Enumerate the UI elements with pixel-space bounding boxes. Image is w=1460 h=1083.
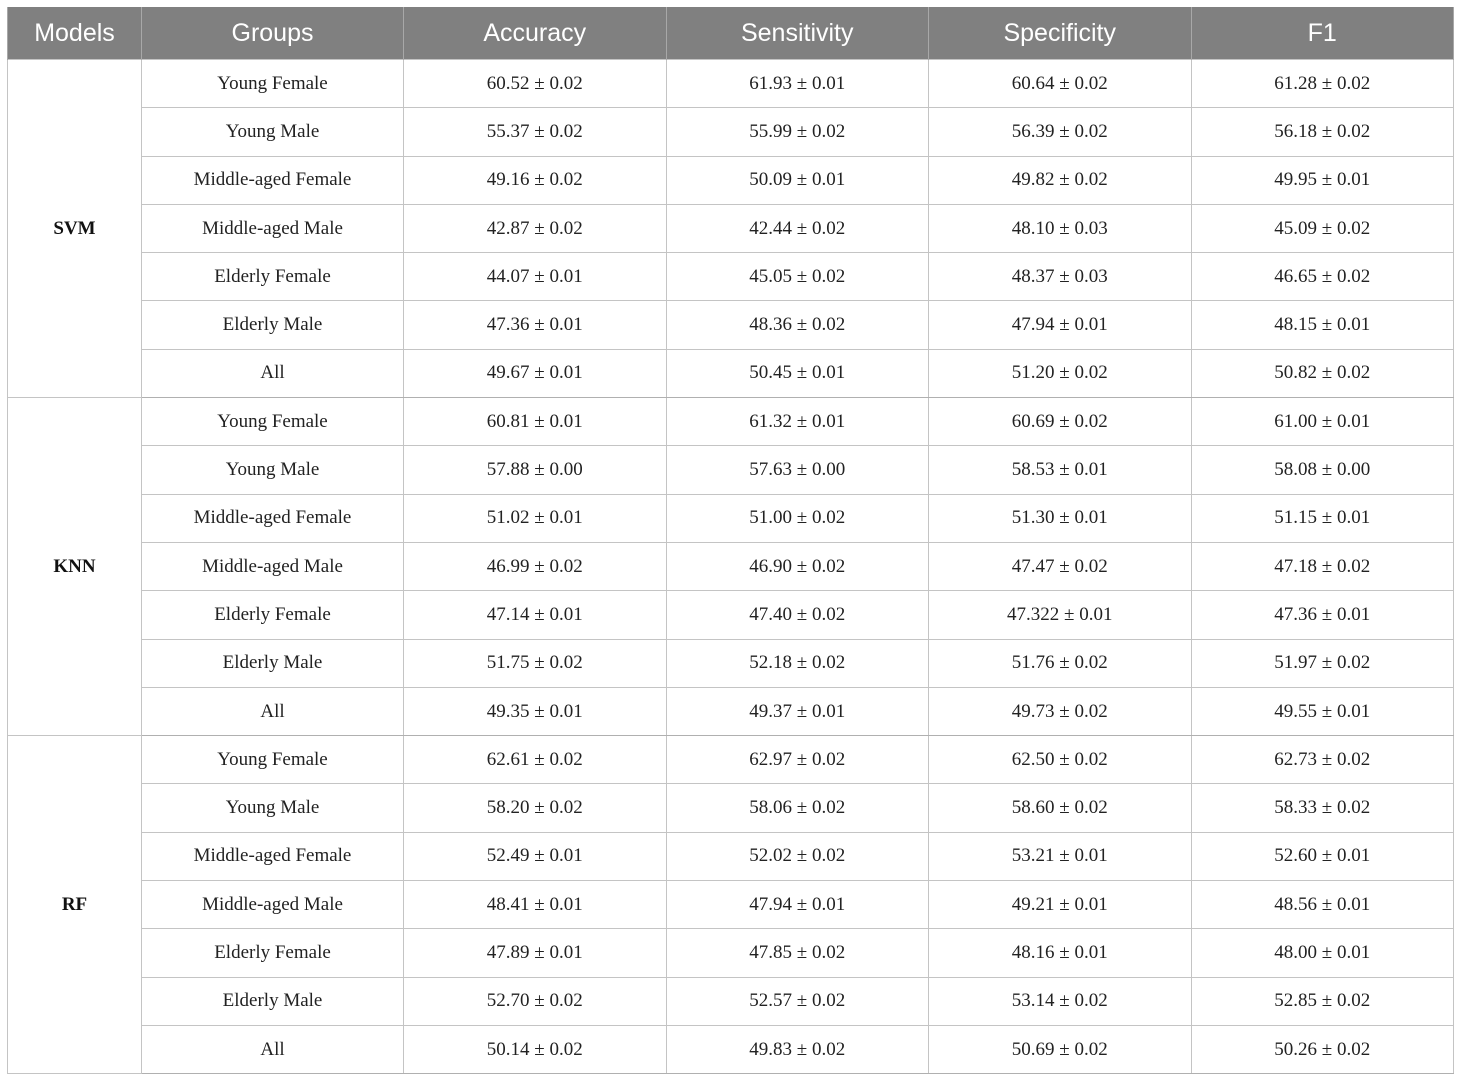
group-cell: Elderly Female bbox=[142, 253, 404, 301]
group-cell: All bbox=[142, 1025, 404, 1073]
f1-cell: 45.09 ± 0.02 bbox=[1191, 204, 1454, 252]
accuracy-cell: 57.88 ± 0.00 bbox=[404, 446, 667, 494]
group-cell: Elderly Male bbox=[142, 639, 404, 687]
specificity-cell: 58.53 ± 0.01 bbox=[929, 446, 1192, 494]
group-cell: Middle-aged Female bbox=[142, 832, 404, 880]
accuracy-cell: 60.52 ± 0.02 bbox=[404, 60, 667, 108]
table-row bbox=[8, 832, 1454, 880]
group-cell: Young Female bbox=[142, 736, 404, 784]
specificity-cell: 48.10 ± 0.03 bbox=[929, 204, 1192, 252]
group-cell: Young Male bbox=[142, 784, 404, 832]
accuracy-cell: 46.99 ± 0.02 bbox=[404, 542, 667, 590]
specificity-cell: 60.69 ± 0.02 bbox=[929, 398, 1192, 446]
group-cell: Young Male bbox=[142, 108, 404, 156]
accuracy-cell: 44.07 ± 0.01 bbox=[404, 253, 667, 301]
sensitivity-cell: 48.36 ± 0.02 bbox=[666, 301, 929, 349]
accuracy-cell: 60.81 ± 0.01 bbox=[404, 398, 667, 446]
header-sensitivity: Sensitivity bbox=[666, 7, 929, 60]
table-row bbox=[8, 591, 1454, 639]
accuracy-cell: 52.70 ± 0.02 bbox=[404, 977, 667, 1025]
f1-cell: 47.36 ± 0.01 bbox=[1191, 591, 1454, 639]
sensitivity-cell: 52.18 ± 0.02 bbox=[666, 639, 929, 687]
sensitivity-cell: 47.94 ± 0.01 bbox=[666, 881, 929, 929]
specificity-cell: 53.21 ± 0.01 bbox=[929, 832, 1192, 880]
sensitivity-cell: 50.45 ± 0.01 bbox=[666, 349, 929, 397]
table-row bbox=[8, 156, 1454, 204]
specificity-cell: 47.94 ± 0.01 bbox=[929, 301, 1192, 349]
accuracy-cell: 47.89 ± 0.01 bbox=[404, 929, 667, 977]
group-cell: Middle-aged Male bbox=[142, 542, 404, 590]
f1-cell: 48.00 ± 0.01 bbox=[1191, 929, 1454, 977]
table-row bbox=[8, 398, 1454, 446]
accuracy-cell: 49.16 ± 0.02 bbox=[404, 156, 667, 204]
header-groups: Groups bbox=[142, 7, 404, 60]
sensitivity-cell: 55.99 ± 0.02 bbox=[666, 108, 929, 156]
sensitivity-cell: 52.57 ± 0.02 bbox=[666, 977, 929, 1025]
table-row bbox=[8, 639, 1454, 687]
f1-cell: 56.18 ± 0.02 bbox=[1191, 108, 1454, 156]
specificity-cell: 53.14 ± 0.02 bbox=[929, 977, 1192, 1025]
table-row bbox=[8, 301, 1454, 349]
specificity-cell: 50.69 ± 0.02 bbox=[929, 1025, 1192, 1073]
sensitivity-cell: 42.44 ± 0.02 bbox=[666, 204, 929, 252]
specificity-cell: 62.50 ± 0.02 bbox=[929, 736, 1192, 784]
f1-cell: 62.73 ± 0.02 bbox=[1191, 736, 1454, 784]
group-cell: Elderly Male bbox=[142, 977, 404, 1025]
accuracy-cell: 58.20 ± 0.02 bbox=[404, 784, 667, 832]
f1-cell: 61.00 ± 0.01 bbox=[1191, 398, 1454, 446]
table-row bbox=[8, 494, 1454, 542]
accuracy-cell: 42.87 ± 0.02 bbox=[404, 204, 667, 252]
specificity-cell: 51.20 ± 0.02 bbox=[929, 349, 1192, 397]
group-cell: Young Male bbox=[142, 446, 404, 494]
header-row bbox=[8, 7, 1454, 60]
model-name-cell: RF bbox=[8, 736, 142, 1074]
table-row bbox=[8, 881, 1454, 929]
f1-cell: 51.97 ± 0.02 bbox=[1191, 639, 1454, 687]
accuracy-cell: 55.37 ± 0.02 bbox=[404, 108, 667, 156]
accuracy-cell: 49.67 ± 0.01 bbox=[404, 349, 667, 397]
accuracy-cell: 51.75 ± 0.02 bbox=[404, 639, 667, 687]
f1-cell: 50.82 ± 0.02 bbox=[1191, 349, 1454, 397]
f1-cell: 52.85 ± 0.02 bbox=[1191, 977, 1454, 1025]
group-cell: Elderly Male bbox=[142, 301, 404, 349]
table-body bbox=[8, 60, 1454, 1074]
accuracy-cell: 52.49 ± 0.01 bbox=[404, 832, 667, 880]
group-cell: Middle-aged Male bbox=[142, 204, 404, 252]
f1-cell: 49.95 ± 0.01 bbox=[1191, 156, 1454, 204]
f1-cell: 48.56 ± 0.01 bbox=[1191, 881, 1454, 929]
table-row bbox=[8, 977, 1454, 1025]
table-row bbox=[8, 687, 1454, 735]
f1-cell: 48.15 ± 0.01 bbox=[1191, 301, 1454, 349]
table-row bbox=[8, 349, 1454, 397]
group-cell: Middle-aged Male bbox=[142, 881, 404, 929]
sensitivity-cell: 61.32 ± 0.01 bbox=[666, 398, 929, 446]
table-row bbox=[8, 784, 1454, 832]
specificity-cell: 48.16 ± 0.01 bbox=[929, 929, 1192, 977]
sensitivity-cell: 58.06 ± 0.02 bbox=[666, 784, 929, 832]
accuracy-cell: 47.14 ± 0.01 bbox=[404, 591, 667, 639]
f1-cell: 61.28 ± 0.02 bbox=[1191, 60, 1454, 108]
group-cell: Middle-aged Female bbox=[142, 156, 404, 204]
accuracy-cell: 62.61 ± 0.02 bbox=[404, 736, 667, 784]
sensitivity-cell: 51.00 ± 0.02 bbox=[666, 494, 929, 542]
sensitivity-cell: 47.85 ± 0.02 bbox=[666, 929, 929, 977]
specificity-cell: 56.39 ± 0.02 bbox=[929, 108, 1192, 156]
f1-cell: 46.65 ± 0.02 bbox=[1191, 253, 1454, 301]
sensitivity-cell: 45.05 ± 0.02 bbox=[666, 253, 929, 301]
header-specificity: Specificity bbox=[929, 7, 1192, 60]
table-row bbox=[8, 204, 1454, 252]
table-row bbox=[8, 542, 1454, 590]
accuracy-cell: 48.41 ± 0.01 bbox=[404, 881, 667, 929]
specificity-cell: 47.47 ± 0.02 bbox=[929, 542, 1192, 590]
specificity-cell: 49.82 ± 0.02 bbox=[929, 156, 1192, 204]
sensitivity-cell: 50.09 ± 0.01 bbox=[666, 156, 929, 204]
sensitivity-cell: 47.40 ± 0.02 bbox=[666, 591, 929, 639]
accuracy-cell: 49.35 ± 0.01 bbox=[404, 687, 667, 735]
group-cell: All bbox=[142, 687, 404, 735]
sensitivity-cell: 61.93 ± 0.01 bbox=[666, 60, 929, 108]
f1-cell: 51.15 ± 0.01 bbox=[1191, 494, 1454, 542]
header-f1: F1 bbox=[1191, 7, 1454, 60]
sensitivity-cell: 57.63 ± 0.00 bbox=[666, 446, 929, 494]
table-row bbox=[8, 1025, 1454, 1073]
sensitivity-cell: 49.83 ± 0.02 bbox=[666, 1025, 929, 1073]
model-name-cell: SVM bbox=[8, 60, 142, 398]
group-cell: All bbox=[142, 349, 404, 397]
specificity-cell: 51.76 ± 0.02 bbox=[929, 639, 1192, 687]
f1-cell: 50.26 ± 0.02 bbox=[1191, 1025, 1454, 1073]
sensitivity-cell: 52.02 ± 0.02 bbox=[666, 832, 929, 880]
sensitivity-cell: 46.90 ± 0.02 bbox=[666, 542, 929, 590]
sensitivity-cell: 62.97 ± 0.02 bbox=[666, 736, 929, 784]
f1-cell: 52.60 ± 0.01 bbox=[1191, 832, 1454, 880]
accuracy-cell: 51.02 ± 0.01 bbox=[404, 494, 667, 542]
specificity-cell: 58.60 ± 0.02 bbox=[929, 784, 1192, 832]
accuracy-cell: 47.36 ± 0.01 bbox=[404, 301, 667, 349]
specificity-cell: 49.73 ± 0.02 bbox=[929, 687, 1192, 735]
group-cell: Young Female bbox=[142, 60, 404, 108]
model-name-cell: KNN bbox=[8, 398, 142, 736]
results-table bbox=[7, 7, 1454, 1074]
group-cell: Elderly Female bbox=[142, 929, 404, 977]
table-row bbox=[8, 929, 1454, 977]
specificity-cell: 48.37 ± 0.03 bbox=[929, 253, 1192, 301]
table-row bbox=[8, 108, 1454, 156]
table-row bbox=[8, 253, 1454, 301]
specificity-cell: 47.322 ± 0.01 bbox=[929, 591, 1192, 639]
table-row bbox=[8, 736, 1454, 784]
header-models: Models bbox=[8, 7, 142, 60]
table-row bbox=[8, 60, 1454, 108]
accuracy-cell: 50.14 ± 0.02 bbox=[404, 1025, 667, 1073]
specificity-cell: 60.64 ± 0.02 bbox=[929, 60, 1192, 108]
f1-cell: 47.18 ± 0.02 bbox=[1191, 542, 1454, 590]
specificity-cell: 51.30 ± 0.01 bbox=[929, 494, 1192, 542]
group-cell: Young Female bbox=[142, 398, 404, 446]
header-accuracy: Accuracy bbox=[404, 7, 667, 60]
specificity-cell: 49.21 ± 0.01 bbox=[929, 881, 1192, 929]
f1-cell: 58.33 ± 0.02 bbox=[1191, 784, 1454, 832]
f1-cell: 58.08 ± 0.00 bbox=[1191, 446, 1454, 494]
sensitivity-cell: 49.37 ± 0.01 bbox=[666, 687, 929, 735]
group-cell: Elderly Female bbox=[142, 591, 404, 639]
table-header bbox=[8, 7, 1454, 60]
table-row bbox=[8, 446, 1454, 494]
f1-cell: 49.55 ± 0.01 bbox=[1191, 687, 1454, 735]
group-cell: Middle-aged Female bbox=[142, 494, 404, 542]
